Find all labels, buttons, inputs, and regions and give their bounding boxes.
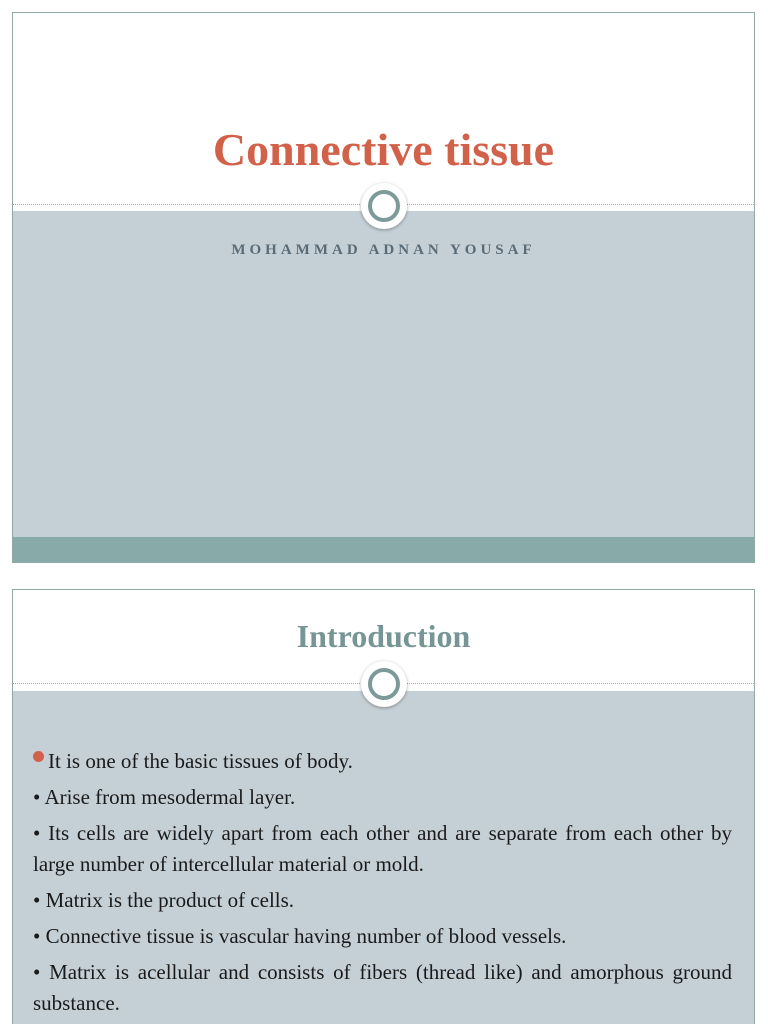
ring-ornament-icon — [361, 183, 407, 229]
list-item: • Matrix is the product of cells. — [33, 888, 295, 912]
slide-title: Connective tissue — [212, 124, 555, 175]
ring-ornament-icon — [361, 661, 407, 707]
bullet-dot-icon — [33, 751, 44, 762]
slide-body-area — [13, 211, 754, 537]
list-item: • Matrix is acellular and consists of fibers (thread like) and amorphous ground substance. — [33, 960, 732, 1015]
bullet-list — [33, 746, 732, 1024]
list-item: • Arise from mesodermal layer. — [33, 785, 296, 809]
slide-title: Introduction — [296, 618, 471, 654]
list-item — [33, 746, 732, 777]
title-slide — [12, 12, 755, 563]
slide-subtitle: MOHAMMAD ADNAN YOUSAF — [231, 242, 536, 258]
list-item: • Its cells are widely apart from each other and are separate from each other by large number of intercellular material or mold. — [33, 821, 732, 876]
list-item-text: It is one of the basic tissues of body. — [48, 749, 353, 773]
list-item: • Connective tissue is vascular having number of blood vessels. — [33, 924, 567, 948]
slide-footer-bar — [13, 537, 754, 563]
introduction-slide — [12, 589, 755, 1024]
